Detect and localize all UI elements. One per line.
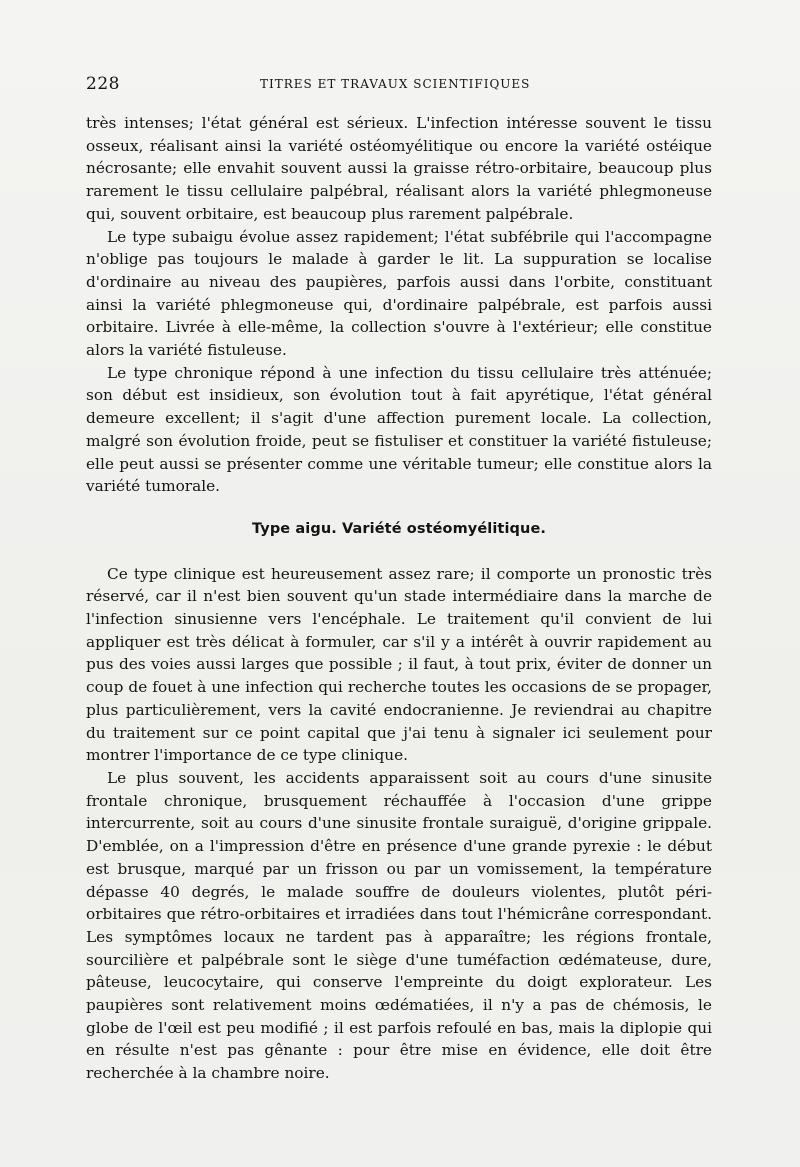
paragraph-continuation: très intenses; l'état général est sérieux. L'infection intéresse souvent le tissu osseux, réalisant ainsi la variété ostéomyélitique ou encore la variété ostéique nécrosante; elle envahit souvent aussi la graisse rétro-orbitaire, beaucoup plus rarement le tissu cellulaire palpébral, réalisant alors la variété phlegmoneuse qui, souvent orbitaire, est beaucoup plus rarement palpébrale. [86, 114, 712, 223]
running-head: TITRES ET TRAVAUX SCIENTIFIQUES [260, 77, 531, 91]
section-heading: Type aigu. Variété ostéomyélitique. [252, 520, 546, 537]
page-number: 228 [86, 74, 120, 94]
paragraph-acute-intro: Ce type clinique est heureusement assez rare; il comporte un pronostic très réservé, car il n'est bien souvent qu'un stade intermédiaire dans la marche de l'infection sinusienne vers l'encéphale. Le traitement qu'il convient de lui appliquer est très délicat à formuler, car s'il y a intérêt à ouvrir rapidement au pus des voies aussi larges que possible ; il faut, à tout prix, éviter de donner un coup de fouet à une infection qui recherche toutes les occasions de se propager, plus particulièrement, vers la cavité endocranienne. Je reviendrai au chapitre du traitement sur ce point capital que j'ai tenu à signaler ici seulement pour montrer l'importance de ce type clinique. [86, 564, 712, 765]
body-text [86, 112, 712, 1085]
paragraph-subacute-type: Le type subaigu évolue assez rapidement; l'état subfébrile qui l'accompagne n'oblige pas toujours le malade à garder le lit. La suppuration se localise d'ordinaire au niveau des paupières, parfois aussi dans l'orbite, constituant ainsi la variété phlegmoneuse qui, d'ordinaire palpébrale, est parfois aussi orbitaire. Livrée à elle-même, la collection s'ouvre à l'extérieur; elle constitue alors la variété fistuleuse. [86, 227, 712, 360]
page-header [86, 74, 716, 98]
paragraph-acute-symptoms: Le plus souvent, les accidents apparaissent soit au cours d'une sinusite frontale chronique, brusquement réchauffée à l'occasion d'une grippe intercurrente, soit au cours d'une sinusite frontale suraiguë, d'origine grippale. D'emblée, on a l'impression d'être en présence d'une grande pyrexie : le début est brusque, marqué par un frisson ou par un vomissement, la température dépasse 40 degrés, le malade souffre de douleurs violentes, plutôt péri-orbitaires que rétro-orbitaires et irradiées dans tout l'hémicrâne correspondant. Les symptômes locaux ne tardent pas à apparaître; les régions frontale, sourcilière et palpébrale sont le siège d'une tuméfaction œdémateuse, dure, pâteuse, leucocytaire, qui conserve l'empreinte du doigt explorateur. Les paupières sont relativement moins œdématiées, il n'y a pas de chémosis, le globe de l'œil est peu modifié ; il est parfois refoulé en bas, mais la diplopie qui en résulte n'est pas gênante : pour être mise en évidence, elle doit être recherchée à la chambre noire. [86, 768, 712, 1083]
paragraph-chronic-type: Le type chronique répond à une infection du tissu cellulaire très atténuée; son début est insidieux, son évolution tout à fait apyrétique, l'état général demeure excellent; il s'agit d'une affection purement locale. La collection, malgré son évolution froide, peut se fistuliser et constituer la variété fistuleuse; elle peut aussi se présenter comme une véritable tumeur; elle constitue alors la variété tumorale. [86, 363, 712, 496]
